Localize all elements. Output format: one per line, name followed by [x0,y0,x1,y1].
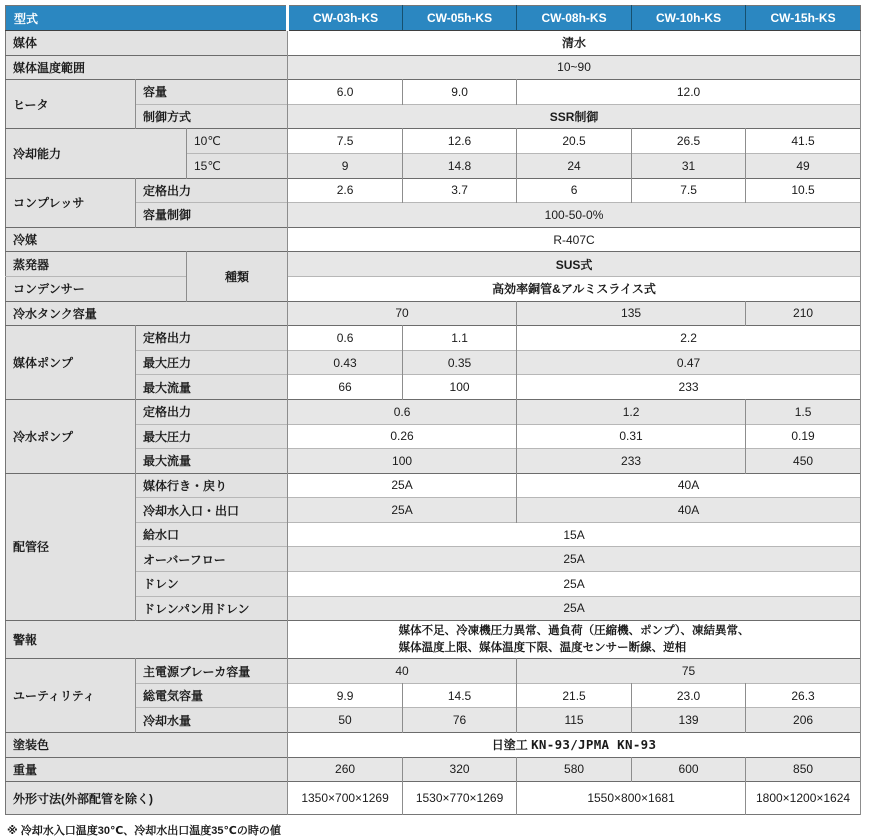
spec-value-cell: 0.43 [288,350,403,375]
spec-value-cell: 20.5 [517,129,632,154]
spec-value-cell: 0.35 [403,350,517,375]
row-label: 定格出力 [136,326,288,351]
spec-value-cell: 7.5 [632,178,746,203]
table-row [6,129,861,154]
row-group-label: ユーティリティ [6,659,136,733]
row-label: コンデンサー [6,276,187,301]
paint-color-cell [288,733,861,758]
spec-value-cell: 1.1 [403,326,517,351]
spec-value-cell: 0.31 [517,424,746,449]
spec-value-cell: 3.7 [403,178,517,203]
spec-value-cell: 850 [746,757,861,782]
row-label: オーバーフロー [136,547,288,572]
row-label: 媒体温度範囲 [6,55,288,80]
spec-value-cell: 100 [288,449,517,474]
spec-value-cell: 70 [288,301,517,326]
spec-value-cell: 14.5 [403,683,517,708]
spec-value-cell: 12.6 [403,129,517,154]
spec-value-cell: 1550×800×1681 [517,782,746,815]
row-label: 塗装色 [6,733,288,758]
row-label: 最大流量 [136,375,288,400]
row-label: 冷媒 [6,227,288,252]
spec-value-cell: 40A [517,498,861,523]
row-label: 冷水タンク容量 [6,301,288,326]
spec-value-cell: 0.6 [288,326,403,351]
spec-value-cell: 100-50-0% [288,203,861,228]
spec-value-cell: 66 [288,375,403,400]
table-row [6,252,861,277]
spec-value-cell: 135 [517,301,746,326]
row-group-label: 媒体ポンプ [6,326,136,400]
spec-value-cell: 41.5 [746,129,861,154]
spec-value-cell: 24 [517,153,632,178]
spec-value-cell: 9.9 [288,683,403,708]
spec-value-cell: 450 [746,449,861,474]
spec-value-cell: 10.5 [746,178,861,203]
spec-value-cell: 320 [403,757,517,782]
spec-value-cell: SSR制御 [288,104,861,129]
spec-value-cell: 2.2 [517,326,861,351]
row-label: 15℃ [187,153,288,178]
row-label: 蒸発器 [6,252,187,277]
row-label: 定格出力 [136,399,288,424]
row-label: 最大圧力 [136,350,288,375]
spec-value-cell: 115 [517,708,632,733]
spec-value-cell: 76 [403,708,517,733]
footnote: ※ 冷却水入口温度30℃、冷却水出口温度35℃の時の値 [7,825,281,838]
column-header-model: CW-05h-KS [403,6,517,31]
table-row [6,227,861,252]
table-body [6,31,861,815]
spec-value-cell: 0.19 [746,424,861,449]
row-group-label: 冷水ポンプ [6,399,136,473]
row-label: 冷却水量 [136,708,288,733]
row-label: 冷却水入口・出口 [136,498,288,523]
row-label: ドレンパン用ドレン [136,596,288,621]
spec-value-cell: 233 [517,449,746,474]
table-row [6,399,861,424]
spec-value-cell: 49 [746,153,861,178]
spec-value-cell: 260 [288,757,403,782]
spec-value-cell: 15A [288,522,861,547]
row-label: 定格出力 [136,178,288,203]
spec-value-cell: 25A [288,547,861,572]
spec-value-cell: 2.6 [288,178,403,203]
spec-value-cell: 清水 [288,31,861,56]
row-label: 種類 [187,252,288,301]
column-header-model: CW-15h-KS [746,6,861,31]
row-label: 給水口 [136,522,288,547]
table-row [6,178,861,203]
spec-value-cell: 25A [288,498,517,523]
alarm-text-cell [288,621,861,659]
row-label: 主電源ブレーカ容量 [136,659,288,684]
table-row [6,757,861,782]
model-row-header: 型式 [6,6,288,31]
spec-value-cell: 0.26 [288,424,517,449]
row-label: 総電気容量 [136,683,288,708]
spec-value-cell: 26.3 [746,683,861,708]
alarm-text: 媒体不足、冷凍機圧力異常、過負荷（圧縮機、ポンプ）、凍結異常、 媒体温度上限、媒体温度下限、温度センサー断線、逆相 [398,625,750,654]
spec-value-cell: 14.8 [403,153,517,178]
row-label: 10℃ [187,129,288,154]
row-label: 重量 [6,757,288,782]
row-label: 制御方式 [136,104,288,129]
table-row [6,276,861,301]
table-row [6,473,861,498]
table-row [6,621,861,659]
spec-value-cell: 12.0 [517,80,861,105]
spec-value-cell: SUS式 [288,252,861,277]
spec-value-cell: 139 [632,708,746,733]
spec-value-cell: 1.2 [517,399,746,424]
spec-value-cell: 21.5 [517,683,632,708]
table-row [6,31,861,56]
spec-value-cell: 6.0 [288,80,403,105]
spec-value-cell: 7.5 [288,129,403,154]
table-row [6,80,861,105]
spec-value-cell: 23.0 [632,683,746,708]
spec-value-cell: 0.47 [517,350,861,375]
spec-value-cell: 6 [517,178,632,203]
table-row [6,301,861,326]
row-label: 媒体行き・戻り [136,473,288,498]
spec-value-cell: 9.0 [403,80,517,105]
row-label: 容量制御 [136,203,288,228]
row-label: 警報 [6,621,288,659]
column-header-model: CW-10h-KS [632,6,746,31]
row-group-label: コンプレッサ [6,178,136,227]
column-header-model: CW-08h-KS [517,6,632,31]
paint-color-prefix: 日塗工 [491,738,532,753]
spec-value-cell: R-407C [288,227,861,252]
paint-color-code: KN-93/JPMA KN-93 [531,737,657,753]
spec-value-cell: 75 [517,659,861,684]
spec-value-cell: 10~90 [288,55,861,80]
row-label: 最大流量 [136,449,288,474]
spec-value-cell: 206 [746,708,861,733]
spec-value-cell: 25A [288,572,861,597]
spec-value-cell: 1800×1200×1624 [746,782,861,815]
row-label: 媒体 [6,31,288,56]
spec-value-cell: 100 [403,375,517,400]
table-row [6,782,861,815]
spec-value-cell: 210 [746,301,861,326]
spec-value-cell: 高効率銅管&アルミスライス式 [288,276,861,301]
spec-value-cell: 25A [288,596,861,621]
spec-value-cell: 31 [632,153,746,178]
spec-table [5,5,861,815]
spec-value-cell: 0.6 [288,399,517,424]
column-header-model: CW-03h-KS [288,6,403,31]
spec-value-cell: 40A [517,473,861,498]
spec-value-cell: 1350×700×1269 [288,782,403,815]
table-row [6,55,861,80]
row-label: ドレン [136,572,288,597]
table-row [6,659,861,684]
row-label: 容量 [136,80,288,105]
spec-value-cell: 233 [517,375,861,400]
row-group-label: 配管径 [6,473,136,621]
row-label: 外形寸法(外部配管を除く) [6,782,288,815]
spec-value-cell: 26.5 [632,129,746,154]
spec-value-cell: 1530×770×1269 [403,782,517,815]
spec-value-cell: 40 [288,659,517,684]
row-group-label: 冷却能力 [6,129,187,178]
row-group-label: ヒータ [6,80,136,129]
spec-value-cell: 600 [632,757,746,782]
row-label: 最大圧力 [136,424,288,449]
spec-value-cell: 1.5 [746,399,861,424]
spec-value-cell: 50 [288,708,403,733]
spec-value-cell: 580 [517,757,632,782]
spec-value-cell: 9 [288,153,403,178]
table-row [6,326,861,351]
table-header-row [6,6,861,31]
spec-value-cell: 25A [288,473,517,498]
table-row [6,733,861,758]
